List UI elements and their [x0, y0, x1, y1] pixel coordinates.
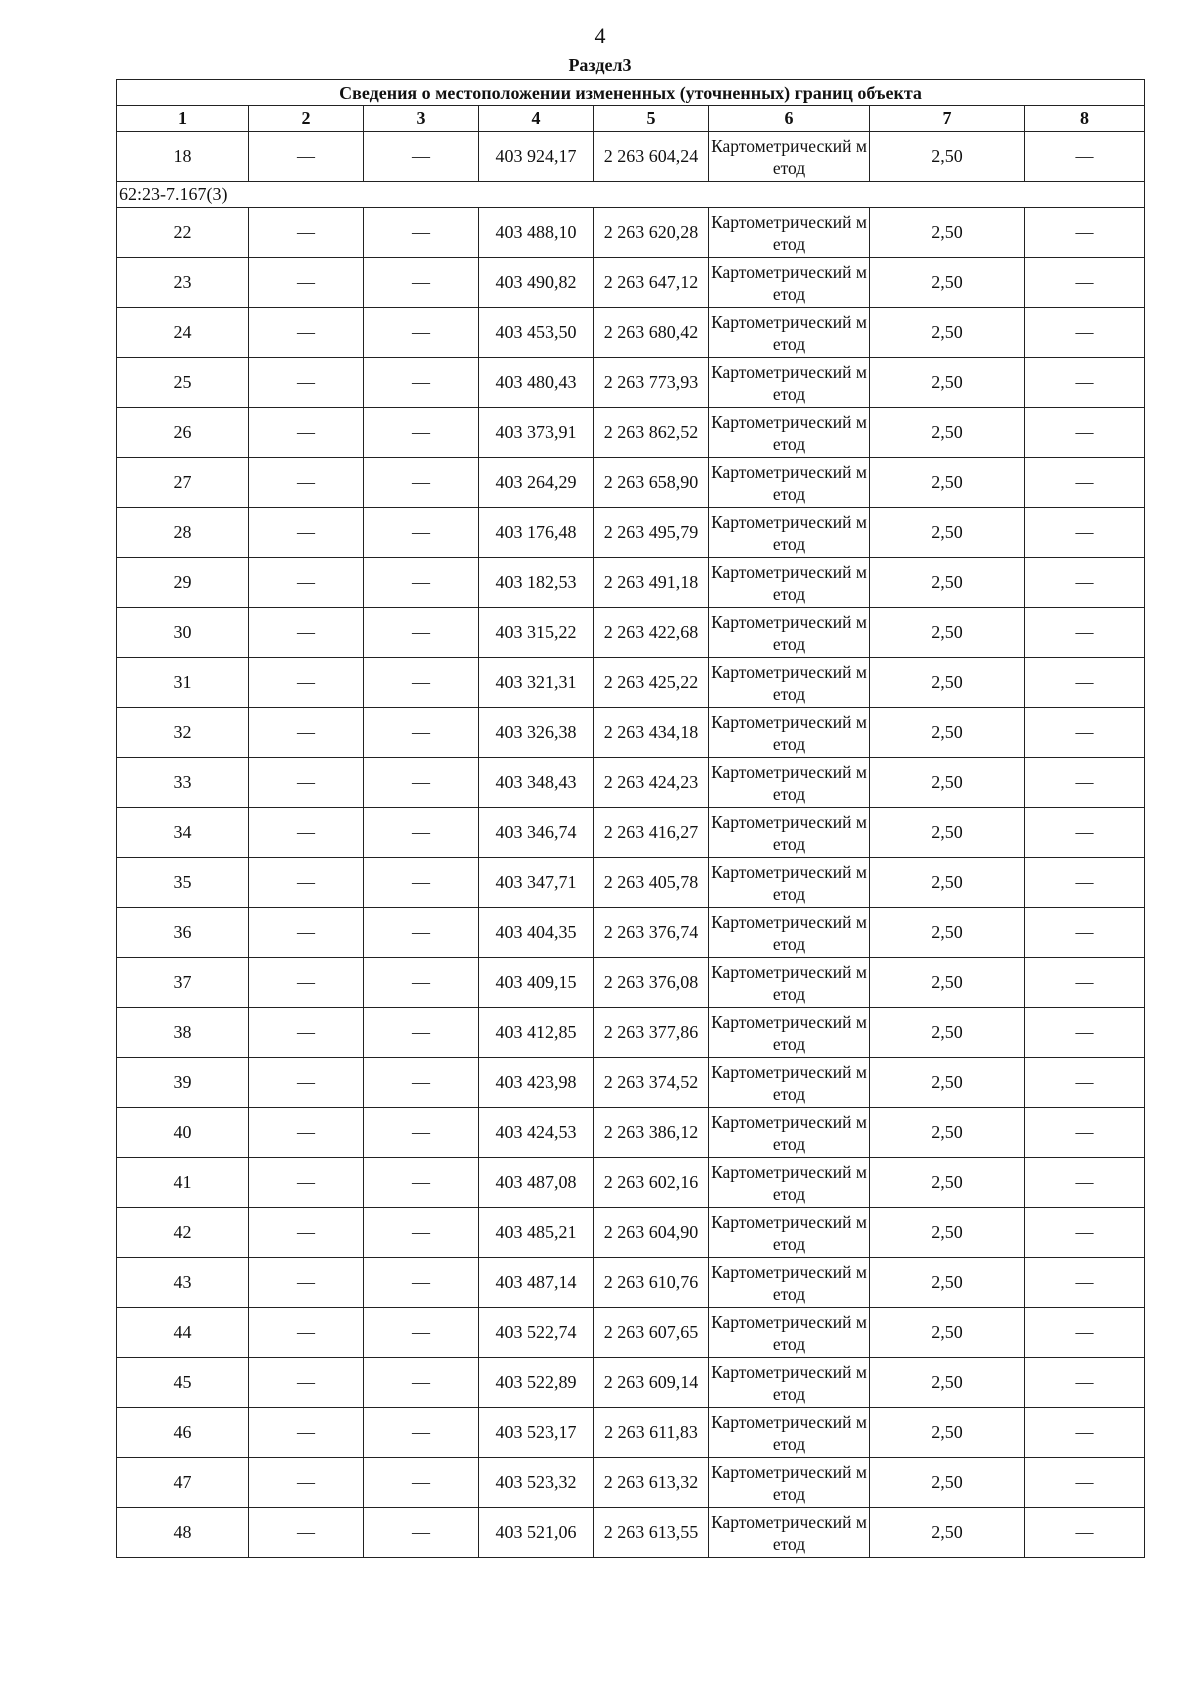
prev-y-cell: — [364, 208, 479, 258]
point-number-cell: 25 [117, 358, 249, 408]
point-number-cell: 28 [117, 508, 249, 558]
prev-x-cell: — [249, 1508, 364, 1558]
y-coordinate-cell: 2 263 491,18 [594, 558, 709, 608]
x-coordinate-cell: 403 523,17 [479, 1408, 594, 1458]
cadastral-group-label: 62:23-7.167(3) [117, 182, 1145, 208]
precision-cell: 2,50 [870, 1258, 1025, 1308]
table-row [117, 858, 1145, 908]
table-row [117, 758, 1145, 808]
prev-x-cell: — [249, 408, 364, 458]
prev-y-cell: — [364, 858, 479, 908]
x-coordinate-cell: 403 347,71 [479, 858, 594, 908]
method-cell: Картометрический метод [709, 258, 870, 308]
y-coordinate-cell: 2 263 405,78 [594, 858, 709, 908]
prev-y-cell: — [364, 1408, 479, 1458]
precision-cell: 2,50 [870, 1308, 1025, 1358]
description-cell: — [1025, 1458, 1145, 1508]
x-coordinate-cell: 403 423,98 [479, 1058, 594, 1108]
table-row [117, 958, 1145, 1008]
prev-y-cell: — [364, 1458, 479, 1508]
prev-x-cell: — [249, 1008, 364, 1058]
method-cell: Картометрический метод [709, 458, 870, 508]
table-body [117, 132, 1145, 1558]
description-cell: — [1025, 1058, 1145, 1108]
method-cell: Картометрический метод [709, 608, 870, 658]
y-coordinate-cell: 2 263 422,68 [594, 608, 709, 658]
prev-y-cell: — [364, 608, 479, 658]
table-row [117, 808, 1145, 858]
method-cell: Картометрический метод [709, 858, 870, 908]
method-cell: Картометрический метод [709, 1058, 870, 1108]
point-number-cell: 35 [117, 858, 249, 908]
prev-x-cell: — [249, 708, 364, 758]
method-cell: Картометрический метод [709, 1308, 870, 1358]
precision-cell: 2,50 [870, 758, 1025, 808]
prev-x-cell: — [249, 458, 364, 508]
column-number: 7 [870, 106, 1025, 132]
prev-x-cell: — [249, 658, 364, 708]
table-row [117, 708, 1145, 758]
prev-y-cell: — [364, 132, 479, 182]
description-cell: — [1025, 808, 1145, 858]
precision-cell: 2,50 [870, 408, 1025, 458]
description-cell: — [1025, 1008, 1145, 1058]
column-number: 2 [249, 106, 364, 132]
prev-y-cell: — [364, 1158, 479, 1208]
x-coordinate-cell: 403 373,91 [479, 408, 594, 458]
y-coordinate-cell: 2 263 613,55 [594, 1508, 709, 1558]
x-coordinate-cell: 403 488,10 [479, 208, 594, 258]
x-coordinate-cell: 403 521,06 [479, 1508, 594, 1558]
y-coordinate-cell: 2 263 604,24 [594, 132, 709, 182]
table-row [117, 308, 1145, 358]
table-caption: Сведения о местоположении измененных (уточненных) границ объекта [117, 80, 1145, 106]
prev-x-cell: — [249, 358, 364, 408]
column-number: 4 [479, 106, 594, 132]
description-cell: — [1025, 132, 1145, 182]
method-cell: Картометрический метод [709, 1108, 870, 1158]
x-coordinate-cell: 403 326,38 [479, 708, 594, 758]
point-number-cell: 32 [117, 708, 249, 758]
x-coordinate-cell: 403 485,21 [479, 1208, 594, 1258]
prev-x-cell: — [249, 758, 364, 808]
prev-y-cell: — [364, 1058, 479, 1108]
table-row [117, 558, 1145, 608]
prev-x-cell: — [249, 1358, 364, 1408]
prev-y-cell: — [364, 308, 479, 358]
description-cell: — [1025, 758, 1145, 808]
prev-y-cell: — [364, 808, 479, 858]
method-cell: Картометрический метод [709, 708, 870, 758]
precision-cell: 2,50 [870, 458, 1025, 508]
method-cell: Картометрический метод [709, 958, 870, 1008]
point-number-cell: 37 [117, 958, 249, 1008]
table-row [117, 1108, 1145, 1158]
x-coordinate-cell: 403 522,89 [479, 1358, 594, 1408]
point-number-cell: 48 [117, 1508, 249, 1558]
x-coordinate-cell: 403 453,50 [479, 308, 594, 358]
y-coordinate-cell: 2 263 613,32 [594, 1458, 709, 1508]
y-coordinate-cell: 2 263 604,90 [594, 1208, 709, 1258]
prev-x-cell: — [249, 508, 364, 558]
y-coordinate-cell: 2 263 425,22 [594, 658, 709, 708]
table-row [117, 1208, 1145, 1258]
precision-cell: 2,50 [870, 308, 1025, 358]
method-cell: Картометрический метод [709, 308, 870, 358]
precision-cell: 2,50 [870, 1158, 1025, 1208]
method-cell: Картометрический метод [709, 408, 870, 458]
precision-cell: 2,50 [870, 808, 1025, 858]
point-number-cell: 24 [117, 308, 249, 358]
point-number-cell: 30 [117, 608, 249, 658]
y-coordinate-cell: 2 263 620,28 [594, 208, 709, 258]
point-number-cell: 42 [117, 1208, 249, 1258]
prev-x-cell: — [249, 132, 364, 182]
prev-x-cell: — [249, 1158, 364, 1208]
section-title: Раздел3 [568, 55, 632, 75]
precision-cell: 2,50 [870, 1108, 1025, 1158]
prev-y-cell: — [364, 758, 479, 808]
table-row [117, 1458, 1145, 1508]
method-cell: Картометрический метод [709, 1158, 870, 1208]
x-coordinate-cell: 403 487,14 [479, 1258, 594, 1308]
point-number-cell: 23 [117, 258, 249, 308]
precision-cell: 2,50 [870, 558, 1025, 608]
point-number-cell: 31 [117, 658, 249, 708]
description-cell: — [1025, 308, 1145, 358]
method-cell: Картометрический метод [709, 1458, 870, 1508]
prev-y-cell: — [364, 358, 479, 408]
table-row [117, 1508, 1145, 1558]
x-coordinate-cell: 403 315,22 [479, 608, 594, 658]
column-number: 6 [709, 106, 870, 132]
table-row [117, 408, 1145, 458]
table-row [117, 358, 1145, 408]
point-number-cell: 43 [117, 1258, 249, 1308]
description-cell: — [1025, 958, 1145, 1008]
y-coordinate-cell: 2 263 376,08 [594, 958, 709, 1008]
y-coordinate-cell: 2 263 647,12 [594, 258, 709, 308]
table-row [117, 1258, 1145, 1308]
x-coordinate-cell: 403 523,32 [479, 1458, 594, 1508]
table-row [117, 132, 1145, 182]
method-cell: Картометрический метод [709, 558, 870, 608]
description-cell: — [1025, 858, 1145, 908]
precision-cell: 2,50 [870, 508, 1025, 558]
point-number-cell: 46 [117, 1408, 249, 1458]
table-row [117, 658, 1145, 708]
group-row [117, 182, 1145, 208]
x-coordinate-cell: 403 424,53 [479, 1108, 594, 1158]
x-coordinate-cell: 403 924,17 [479, 132, 594, 182]
y-coordinate-cell: 2 263 773,93 [594, 358, 709, 408]
table-row [117, 258, 1145, 308]
point-number-cell: 36 [117, 908, 249, 958]
prev-y-cell: — [364, 1108, 479, 1158]
description-cell: — [1025, 1358, 1145, 1408]
prev-x-cell: — [249, 1058, 364, 1108]
precision-cell: 2,50 [870, 1008, 1025, 1058]
precision-cell: 2,50 [870, 608, 1025, 658]
description-cell: — [1025, 658, 1145, 708]
point-number-cell: 47 [117, 1458, 249, 1508]
prev-x-cell: — [249, 1458, 364, 1508]
point-number-cell: 34 [117, 808, 249, 858]
column-number: 8 [1025, 106, 1145, 132]
prev-x-cell: — [249, 1208, 364, 1258]
prev-y-cell: — [364, 1508, 479, 1558]
x-coordinate-cell: 403 490,82 [479, 258, 594, 308]
y-coordinate-cell: 2 263 658,90 [594, 458, 709, 508]
point-number-cell: 45 [117, 1358, 249, 1408]
x-coordinate-cell: 403 480,43 [479, 358, 594, 408]
y-coordinate-cell: 2 263 416,27 [594, 808, 709, 858]
y-coordinate-cell: 2 263 377,86 [594, 1008, 709, 1058]
precision-cell: 2,50 [870, 1208, 1025, 1258]
description-cell: — [1025, 1258, 1145, 1308]
prev-y-cell: — [364, 708, 479, 758]
point-number-cell: 39 [117, 1058, 249, 1108]
y-coordinate-cell: 2 263 434,18 [594, 708, 709, 758]
description-cell: — [1025, 258, 1145, 308]
point-number-cell: 27 [117, 458, 249, 508]
point-number-cell: 41 [117, 1158, 249, 1208]
x-coordinate-cell: 403 487,08 [479, 1158, 594, 1208]
prev-x-cell: — [249, 808, 364, 858]
precision-cell: 2,50 [870, 208, 1025, 258]
method-cell: Картометрический метод [709, 658, 870, 708]
prev-x-cell: — [249, 608, 364, 658]
boundary-coordinates-table [116, 79, 1145, 1558]
x-coordinate-cell: 403 404,35 [479, 908, 594, 958]
prev-x-cell: — [249, 958, 364, 1008]
precision-cell: 2,50 [870, 1058, 1025, 1108]
y-coordinate-cell: 2 263 495,79 [594, 508, 709, 558]
y-coordinate-cell: 2 263 680,42 [594, 308, 709, 358]
description-cell: — [1025, 1158, 1145, 1208]
x-coordinate-cell: 403 176,48 [479, 508, 594, 558]
point-number-cell: 22 [117, 208, 249, 258]
prev-x-cell: — [249, 258, 364, 308]
point-number-cell: 26 [117, 408, 249, 458]
description-cell: — [1025, 908, 1145, 958]
x-coordinate-cell: 403 409,15 [479, 958, 594, 1008]
precision-cell: 2,50 [870, 1458, 1025, 1508]
description-cell: — [1025, 1108, 1145, 1158]
precision-cell: 2,50 [870, 658, 1025, 708]
point-number-cell: 38 [117, 1008, 249, 1058]
x-coordinate-cell: 403 346,74 [479, 808, 594, 858]
method-cell: Картометрический метод [709, 1358, 870, 1408]
table-row [117, 1058, 1145, 1108]
x-coordinate-cell: 403 321,31 [479, 658, 594, 708]
method-cell: Картометрический метод [709, 758, 870, 808]
description-cell: — [1025, 1408, 1145, 1458]
description-cell: — [1025, 558, 1145, 608]
point-number-cell: 18 [117, 132, 249, 182]
y-coordinate-cell: 2 263 607,65 [594, 1308, 709, 1358]
y-coordinate-cell: 2 263 386,12 [594, 1108, 709, 1158]
precision-cell: 2,50 [870, 958, 1025, 1008]
prev-x-cell: — [249, 558, 364, 608]
method-cell: Картометрический метод [709, 1408, 870, 1458]
prev-y-cell: — [364, 1358, 479, 1408]
prev-y-cell: — [364, 1258, 479, 1308]
y-coordinate-cell: 2 263 610,76 [594, 1258, 709, 1308]
prev-y-cell: — [364, 408, 479, 458]
description-cell: — [1025, 1208, 1145, 1258]
prev-y-cell: — [364, 558, 479, 608]
table-row [117, 1308, 1145, 1358]
prev-x-cell: — [249, 308, 364, 358]
y-coordinate-cell: 2 263 602,16 [594, 1158, 709, 1208]
method-cell: Картометрический метод [709, 1208, 870, 1258]
column-number: 3 [364, 106, 479, 132]
prev-x-cell: — [249, 908, 364, 958]
prev-y-cell: — [364, 258, 479, 308]
prev-x-cell: — [249, 1308, 364, 1358]
method-cell: Картометрический метод [709, 908, 870, 958]
table-row [117, 908, 1145, 958]
table-row [117, 1158, 1145, 1208]
description-cell: — [1025, 208, 1145, 258]
y-coordinate-cell: 2 263 374,52 [594, 1058, 709, 1108]
point-number-cell: 40 [117, 1108, 249, 1158]
table-row [117, 1358, 1145, 1408]
description-cell: — [1025, 1508, 1145, 1558]
page-number: 4 [594, 23, 606, 48]
prev-y-cell: — [364, 1308, 479, 1358]
prev-x-cell: — [249, 1258, 364, 1308]
x-coordinate-cell: 403 412,85 [479, 1008, 594, 1058]
column-number-row [117, 106, 1145, 132]
method-cell: Картометрический метод [709, 508, 870, 558]
precision-cell: 2,50 [870, 1408, 1025, 1458]
precision-cell: 2,50 [870, 1358, 1025, 1408]
table-row [117, 508, 1145, 558]
precision-cell: 2,50 [870, 908, 1025, 958]
table-row [117, 608, 1145, 658]
description-cell: — [1025, 458, 1145, 508]
x-coordinate-cell: 403 348,43 [479, 758, 594, 808]
table-row [117, 1008, 1145, 1058]
prev-y-cell: — [364, 458, 479, 508]
prev-y-cell: — [364, 508, 479, 558]
y-coordinate-cell: 2 263 376,74 [594, 908, 709, 958]
table-row [117, 458, 1145, 508]
prev-x-cell: — [249, 1408, 364, 1458]
method-cell: Картометрический метод [709, 1008, 870, 1058]
y-coordinate-cell: 2 263 609,14 [594, 1358, 709, 1408]
point-number-cell: 33 [117, 758, 249, 808]
prev-y-cell: — [364, 1208, 479, 1258]
prev-x-cell: — [249, 858, 364, 908]
prev-y-cell: — [364, 1008, 479, 1058]
column-number: 5 [594, 106, 709, 132]
method-cell: Картометрический метод [709, 208, 870, 258]
point-number-cell: 29 [117, 558, 249, 608]
y-coordinate-cell: 2 263 424,23 [594, 758, 709, 808]
description-cell: — [1025, 608, 1145, 658]
x-coordinate-cell: 403 264,29 [479, 458, 594, 508]
x-coordinate-cell: 403 522,74 [479, 1308, 594, 1358]
prev-x-cell: — [249, 1108, 364, 1158]
prev-y-cell: — [364, 908, 479, 958]
description-cell: — [1025, 708, 1145, 758]
method-cell: Картометрический метод [709, 1508, 870, 1558]
method-cell: Картометрический метод [709, 132, 870, 182]
precision-cell: 2,50 [870, 1508, 1025, 1558]
column-number: 1 [117, 106, 249, 132]
method-cell: Картометрический метод [709, 1258, 870, 1308]
x-coordinate-cell: 403 182,53 [479, 558, 594, 608]
y-coordinate-cell: 2 263 862,52 [594, 408, 709, 458]
precision-cell: 2,50 [870, 132, 1025, 182]
method-cell: Картометрический метод [709, 358, 870, 408]
table-row [117, 208, 1145, 258]
description-cell: — [1025, 358, 1145, 408]
description-cell: — [1025, 508, 1145, 558]
y-coordinate-cell: 2 263 611,83 [594, 1408, 709, 1458]
prev-y-cell: — [364, 658, 479, 708]
table-row [117, 1408, 1145, 1458]
prev-y-cell: — [364, 958, 479, 1008]
prev-x-cell: — [249, 208, 364, 258]
precision-cell: 2,50 [870, 858, 1025, 908]
method-cell: Картометрический метод [709, 808, 870, 858]
precision-cell: 2,50 [870, 708, 1025, 758]
point-number-cell: 44 [117, 1308, 249, 1358]
precision-cell: 2,50 [870, 358, 1025, 408]
description-cell: — [1025, 1308, 1145, 1358]
description-cell: — [1025, 408, 1145, 458]
precision-cell: 2,50 [870, 258, 1025, 308]
